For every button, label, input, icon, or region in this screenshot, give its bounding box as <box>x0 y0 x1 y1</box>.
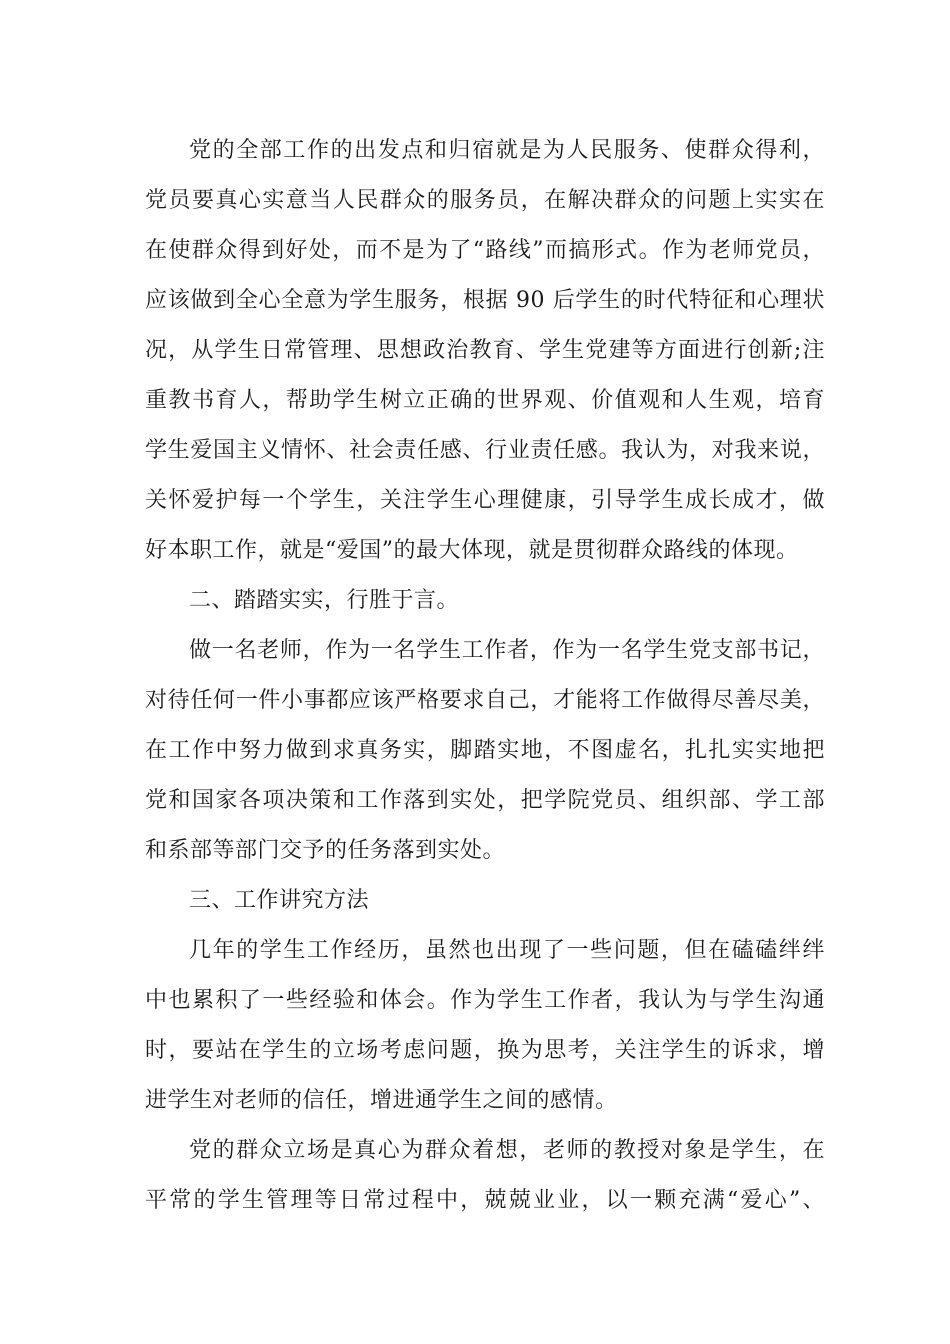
text-line: 关怀爱护每一个学生，关注学生心理健康，引导学生成长成才，做 <box>145 488 825 513</box>
text-line: 党员要真心实意当人民群众的服务员，在解决群众的问题上实实在 <box>145 188 825 213</box>
section-heading: 三、工作讲究方法 <box>189 888 370 913</box>
text-line: 况，从学生日常管理、思想政治教育、学生党建等方面进行创新;注 <box>145 338 825 363</box>
text-line: 平常的学生管理等日常过程中，兢兢业业，以一颗充满“爱心”、 <box>145 1188 825 1213</box>
text-line: 党的群众立场是真心为群众着想，老师的教授对象是学生，在 <box>189 1138 825 1163</box>
text-line: 党的全部工作的出发点和归宿就是为人民服务、使群众得利， <box>189 138 825 163</box>
text-line: 学生爱国主义情怀、社会责任感、行业责任感。我认为，对我来说， <box>145 438 825 463</box>
text-line: 时，要站在学生的立场考虑问题，换为思考，关注学生的诉求，增 <box>145 1038 825 1063</box>
text-line: 进学生对老师的信任，增进通学生之间的感情。 <box>145 1088 618 1113</box>
text-line: 和系部等部门交予的任务落到实处。 <box>145 838 506 863</box>
text-line: 在工作中努力做到求真务实，脚踏实地，不图虚名，扎扎实实地把 <box>145 738 825 763</box>
section-heading: 二、踏踏实实，行胜于言。 <box>189 588 460 613</box>
text-line: 几年的学生工作经历，虽然也出现了一些问题，但在磕磕绊绊 <box>189 938 825 963</box>
text-line: 中也累积了一些经验和体会。作为学生工作者，我认为与学生沟通 <box>145 988 825 1013</box>
text-line: 对待任何一件小事都应该严格要求自己，才能将工作做得尽善尽美， <box>145 688 825 713</box>
text-line: 好本职工作，就是“爱国”的最大体现，就是贯彻群众路线的体现。 <box>145 538 799 563</box>
text-line: 应该做到全心全意为学生服务，根据 90 后学生的时代特征和心理状 <box>145 288 825 313</box>
text-line: 党和国家各项决策和工作落到实处，把学院党员、组织部、学工部 <box>145 788 825 813</box>
text-line: 重教书育人，帮助学生树立正确的世界观、价值观和人生观，培育 <box>145 388 825 413</box>
text-line: 做一名老师，作为一名学生工作者，作为一名学生党支部书记， <box>189 638 825 663</box>
text-line: 在使群众得到好处，而不是为了“路线”而搞形式。作为老师党员， <box>145 238 825 263</box>
